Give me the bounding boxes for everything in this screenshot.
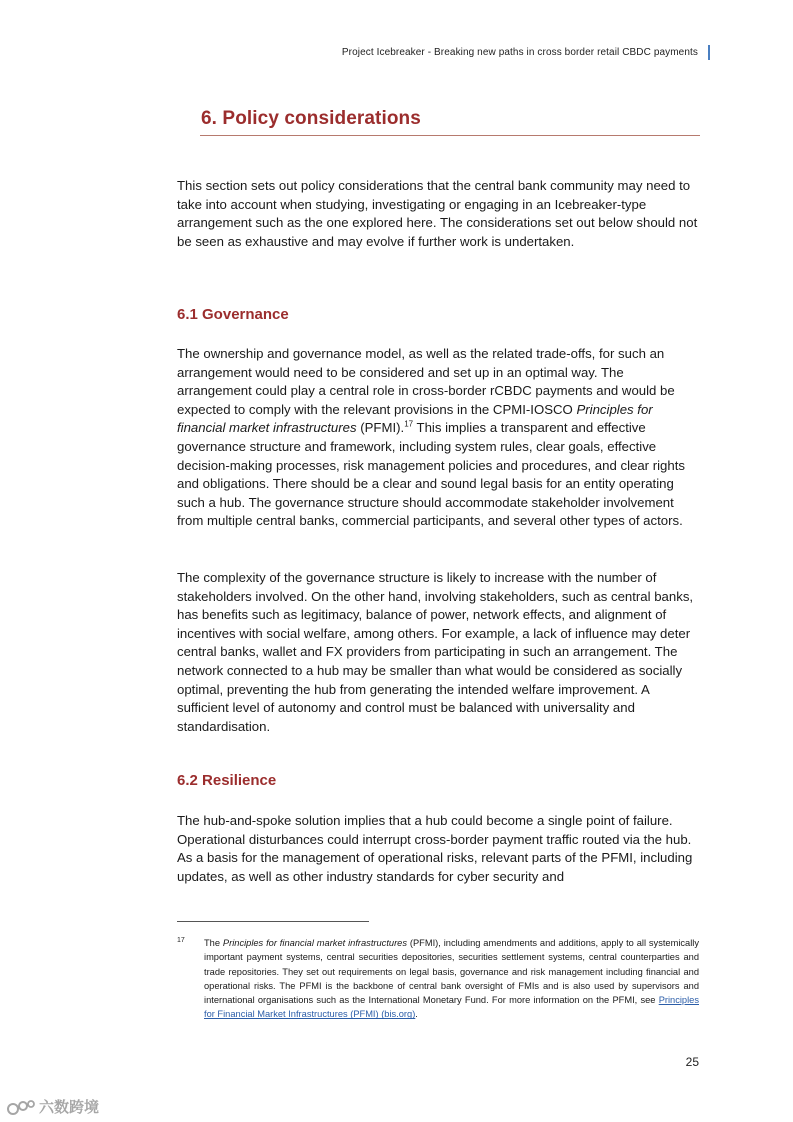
- watermark-text: 六数跨境: [39, 1099, 100, 1116]
- footnote-italic-title: Principles for financial market infrastructures: [222, 938, 407, 948]
- resilience-paragraph-1: The hub-and-spoke solution implies that a hub could become a single point of failure. Operational disturbances could interrupt cross-border payment traffic routed via the hub. As a basis for the management of operational risks, relevant parts of the PFMI, including updates, as well as other industry standards for cyber security and: [177, 813, 693, 884]
- footnote-marker: 17: [177, 937, 185, 944]
- pfmi-title-italic: Principles for financial market infrastructures: [177, 401, 653, 436]
- footnote-tail: .: [415, 1009, 418, 1020]
- footnote-lead: The: [204, 938, 223, 948]
- governance-p1-text: The ownership and governance model, as well as the related trade-offs, for such an arrangement would need to be considered and set up in an optimal way. The arrangement could play a central role in cross-border rCBDC payments and would be expected to comply with the relevant provisions in the CPMI-IOSCO: [177, 346, 675, 417]
- running-header: Project Icebreaker - Breaking new paths in cross border retail CBDC payments: [341, 47, 698, 58]
- intro-paragraph: This section sets out policy considerations that the central bank community may need to take into account when studying, investigating or engaging in an Icebreaker-type arrangement such as the one explored here. The considerations set out below should not be seen as exhaustive and may evolve if further work is undertaken.: [177, 178, 698, 249]
- chapter-title: 6. Policy considerations: [201, 108, 421, 129]
- section-heading-governance: 6.1 Governance: [177, 306, 289, 323]
- section-heading-resilience: 6.2 Resilience: [177, 772, 277, 789]
- governance-p1-rest: This implies a transparent and effective governance structure and framework, including system rules, clear goals, effective decision-making processes, risk management policies and procedures, and clear rights and obligations. There should be a clear and sound legal basis for an entity operating such a hub. The governance structure should accommodate stakeholder involvement from multiple central banks, commercial participants, and several other types of actors.: [177, 420, 685, 529]
- governance-paragraph-1: [177, 345, 699, 531]
- header-accent-bar: [708, 45, 710, 60]
- footnote-separator: [177, 921, 369, 922]
- watermark-logo-icon: [6, 1097, 36, 1117]
- governance-p1-pfmi: (PFMI).: [356, 420, 405, 436]
- governance-paragraph-2: The complexity of the governance structure is likely to increase with the number of stakeholders involved. On the other hand, involving stakeholders, such as central banks, has benefits such as legitimacy, balance of power, network effects, and alignment of incentives with social welfare, among others. For example, a lack of influence may deter central banks, wallet and FX providers from participating in such an arrangement. The network connected to a hub may be smaller than what would be considered as socially optimal, preventing the hub from generating the intended welfare improvement. A sufficient level of autonomy and control must be balanced with universality and standardisation.: [177, 570, 694, 734]
- footnote-body: (PFMI), including amendments and additions, apply to all systemically important payment systems, central securities depositories, securities settlement systems, central counterparties and trade repositories. They set out requirements on legal basis, governance and risk management including financial and operational risks. The PFMI is the backbone of central bank oversight of FMIs and is also used by supervisors and international organisations such as the International Monetary Fund. For more information on the PFMI, see: [204, 938, 700, 1006]
- watermark: [6, 1096, 99, 1117]
- page-number: 25: [685, 1055, 699, 1069]
- chapter-title-rule: [200, 135, 700, 136]
- footnote-reference-17[interactable]: 17: [404, 419, 414, 429]
- footnote-17: [204, 936, 699, 1022]
- pfmi-link[interactable]: Principles for Financial Market Infrastructures (PFMI) (bis.org): [204, 995, 699, 1020]
